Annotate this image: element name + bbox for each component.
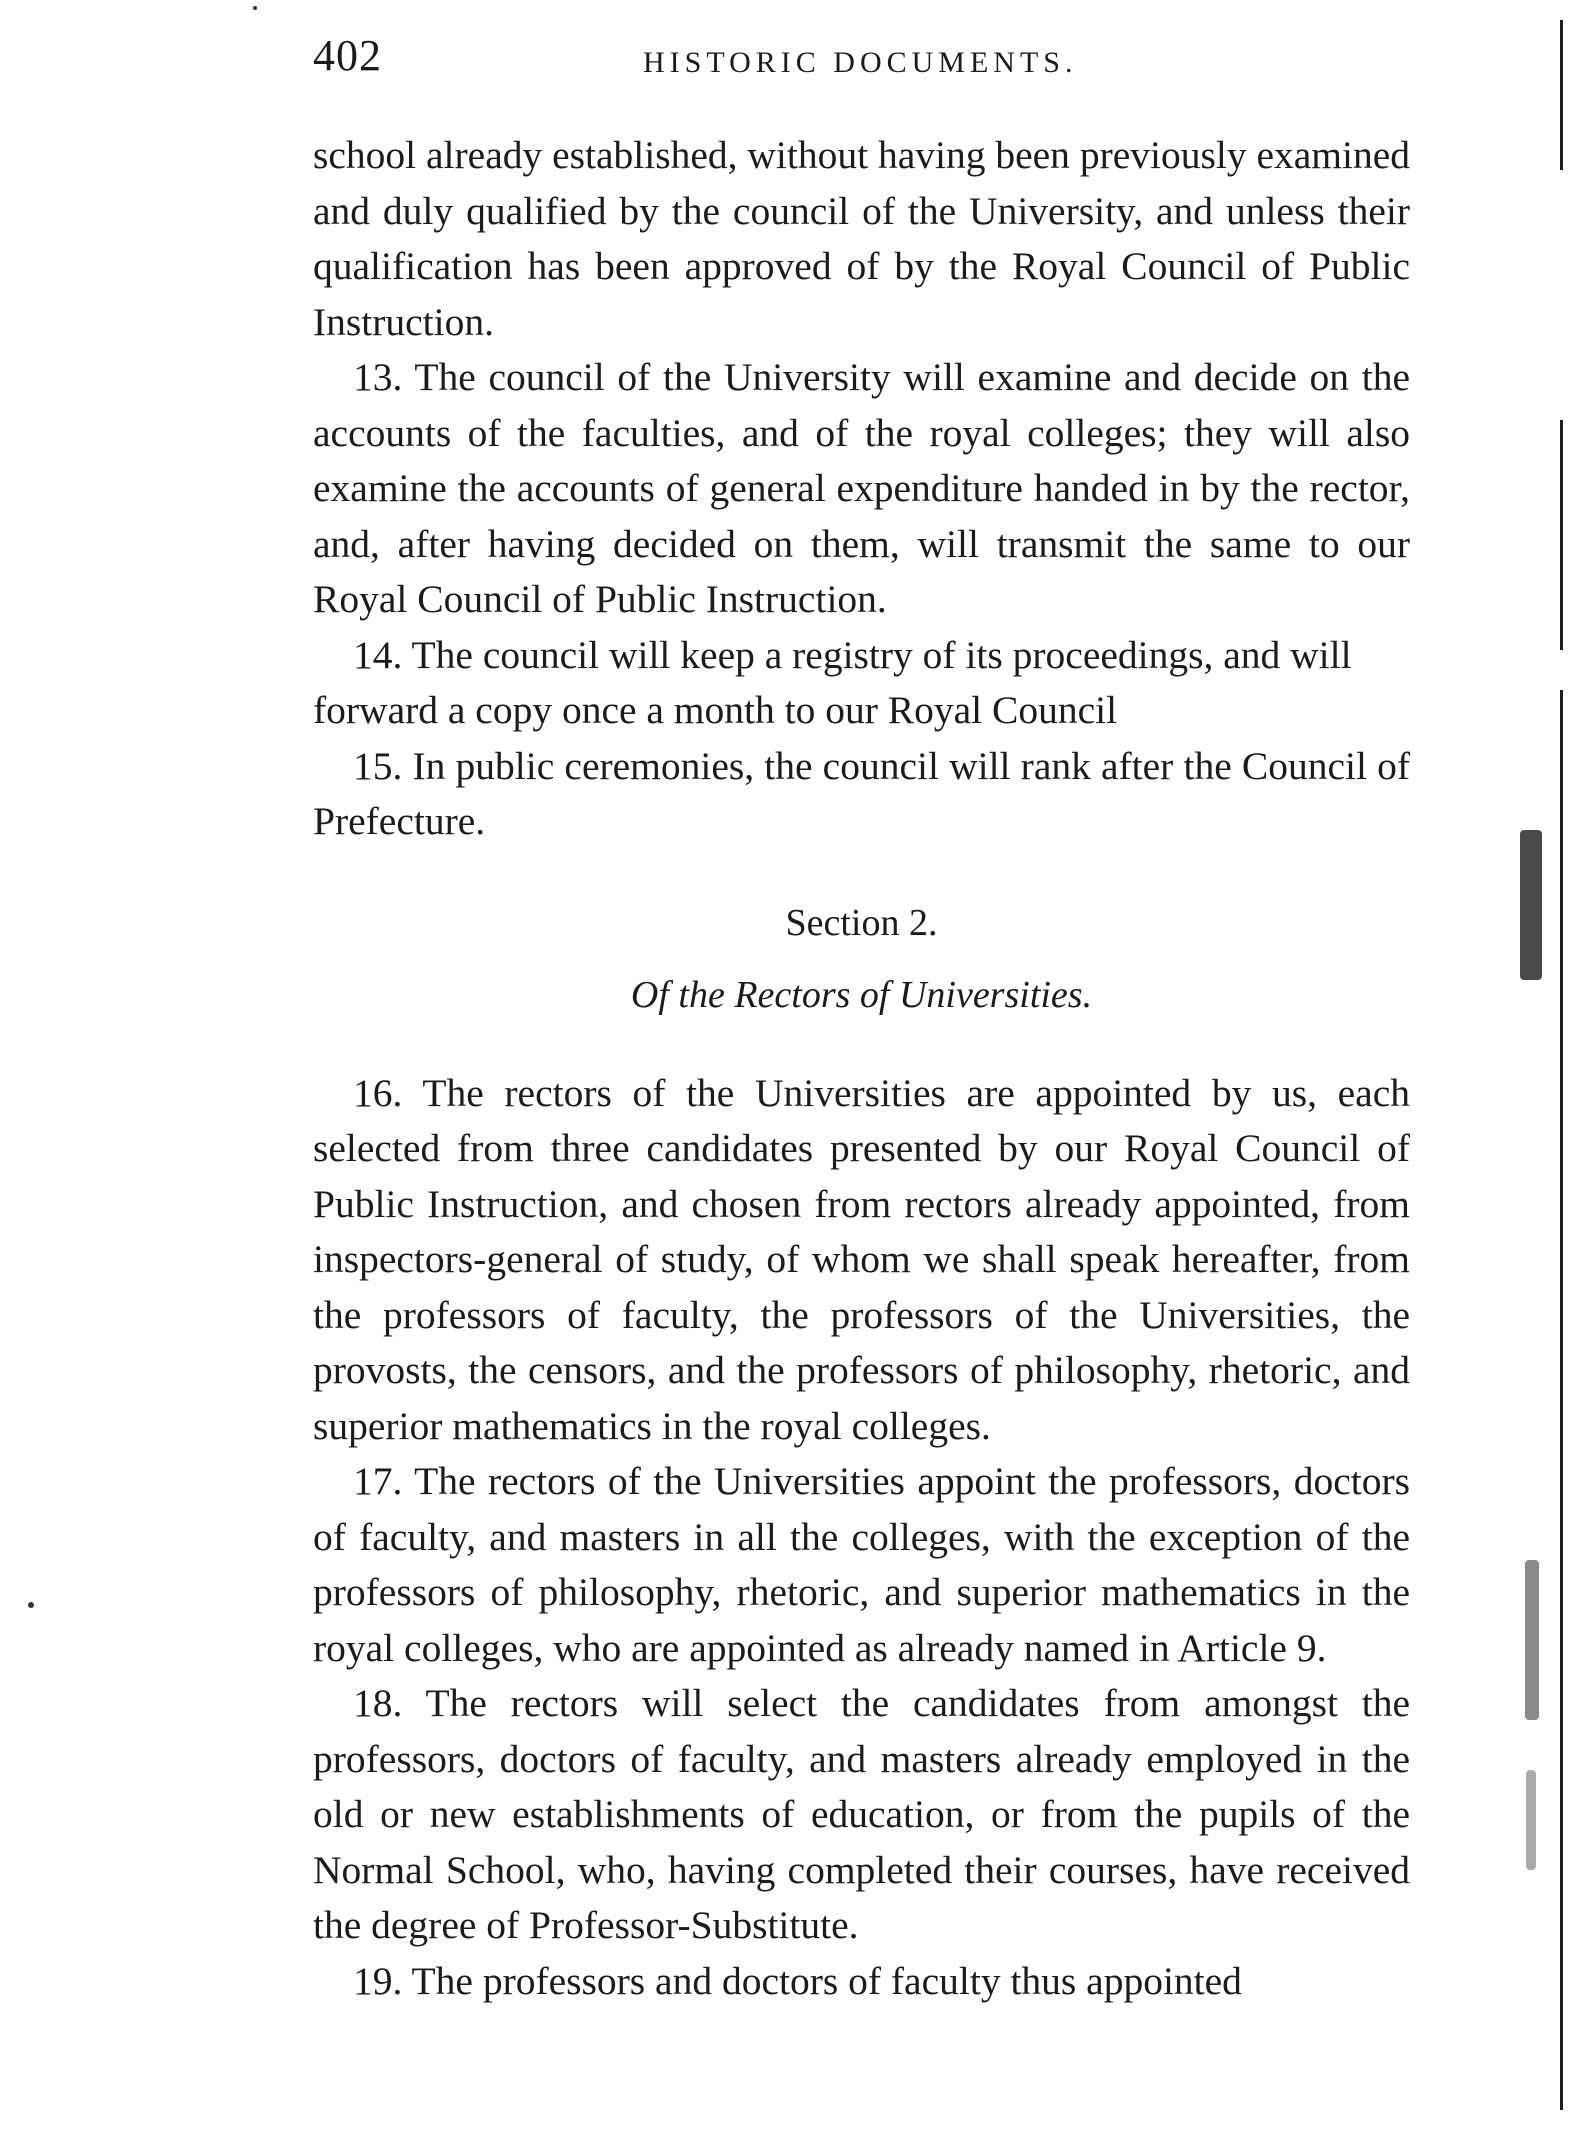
paragraph-article-18: 18. The rectors will select the candidates from amongst the professors, doctors of faculty, and masters already employed in the old or new establishments of education, or from the pupils of the Normal School, who, having completed their courses, have received the degree of Professor-Substitute.	[313, 1681, 1410, 1947]
section-title: Section 2.	[785, 901, 938, 944]
paragraph-article-16: 16. The rectors of the Universities are appointed by us, each selected from three candidates presented by our Royal Council of Public Instruction, and chosen from rectors already appointed, from inspectors-general of study, of whom we shall speak hereafter, from the professors of faculty, the professors of the Universities, the provosts, the censors, and the professors of philosophy, rhetoric, and superior mathematics in the royal colleges.	[313, 1070, 1410, 1448]
paragraph-article-13: 13. The council of the University will examine and decide on the accounts of the faculties, and of the royal colleges; they will also examine the accounts of general expenditure handed in by the rector, and, after having decided on them, will transmit the same to our Royal Council of Public Instruction.	[313, 355, 1410, 621]
scan-shadow-mark	[1520, 830, 1542, 980]
paragraph-article-14: 14. The council will keep a registry of its proceedings, and will forward a copy once a month to our Royal Council	[313, 632, 1352, 732]
binding-edge-line	[1560, 420, 1563, 650]
section-subtitle: Of the Rectors of Universities.	[630, 973, 1093, 1016]
paragraph-continuation: school already established, without having been previously examined and duly qualified by the council of the University, and unless their qualification has been approved of by the Royal Council of Public Instruction.	[313, 133, 1410, 344]
binding-edge-line	[1560, 20, 1563, 170]
scan-shadow-mark	[1526, 1770, 1536, 1870]
running-head: HISTORIC DOCUMENTS.	[643, 46, 1078, 79]
scan-shadow-mark	[1525, 1560, 1539, 1720]
paragraph-article-15: 15. In public ceremonies, the council will rank after the Council of Prefecture.	[313, 743, 1410, 843]
scan-speck	[253, 6, 257, 10]
page-header	[313, 30, 1410, 90]
paragraph-article-19: 19. The professors and doctors of faculty thus appointed	[353, 1958, 1242, 2003]
binding-edge-line	[1560, 690, 1563, 2110]
paragraph-article-17: 17. The rectors of the Universities appoint the professors, doctors of faculty, and masters in all the colleges, with the exception of the professors of philosophy, rhetoric, and superior mathematics in the royal colleges, who are appointed as already named in Article 9.	[313, 1459, 1410, 1670]
body-text	[313, 128, 1410, 2009]
scan-speck	[28, 1602, 34, 1608]
page-number: 402	[313, 31, 382, 80]
